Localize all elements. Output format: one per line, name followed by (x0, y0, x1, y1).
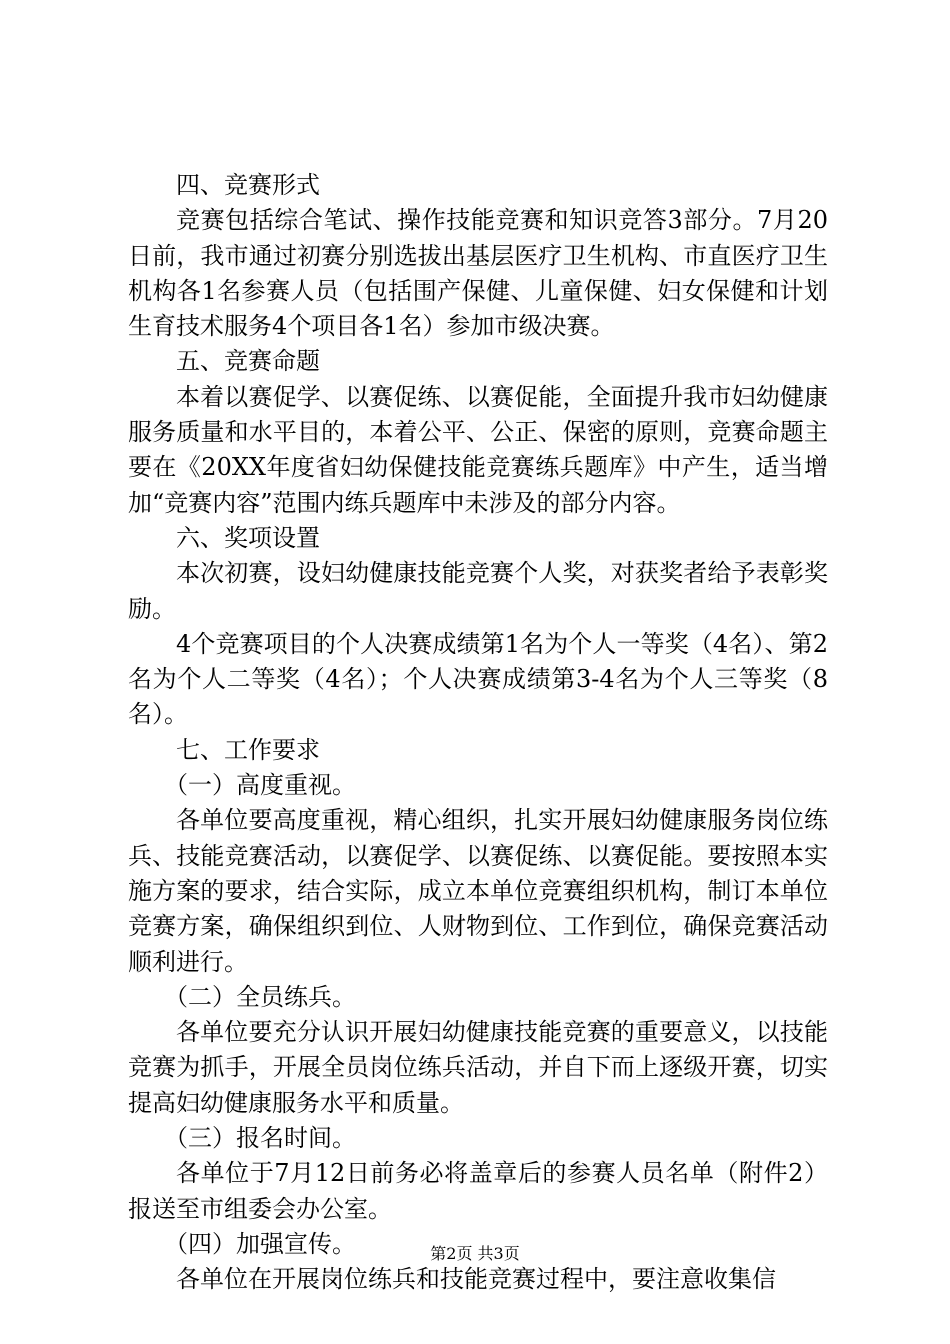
section-heading-5: 五、竞赛命题 (176, 347, 320, 376)
paragraph-award-setting: 本次初赛，设妇幼健康技能竞赛个人奖，对获奖者给予表彰奖励。 (128, 559, 828, 623)
subheading-3: （三）报名时间。 (164, 1124, 356, 1153)
paragraph-competition-questions: 本着以赛促学、以赛促练、以赛促能，全面提升我市妇幼健康服务质量和水平目的，本着公平、公正、保密的原则，竞赛命题主要在《20XX年度省妇幼保健技能竞赛练兵题库》中产生，适当增加“竞赛内容”范围内练兵题库中未涉及的部分内容。 (128, 382, 828, 517)
document-body (128, 168, 828, 1298)
paragraph-registration-time: 各单位于7月12日前务必将盖章后的参赛人员名单（附件2）报送至市组委会办公室。 (128, 1159, 828, 1223)
subheading-2: （二）全员练兵。 (164, 982, 356, 1011)
paragraph-publicity: 各单位在开展岗位练兵和技能竞赛过程中，要注意收集信 (176, 1265, 776, 1294)
section-heading-6: 六、奖项设置 (176, 523, 320, 552)
paragraph-award-ranks: 4个竞赛项目的个人决赛成绩第1名为个人一等奖（4名）、第2名为个人二等奖（4名）；个人决赛成绩第3-4名为个人三等奖（8名）。 (128, 629, 828, 729)
section-heading-4: 四、竞赛形式 (176, 171, 320, 199)
subheading-1: （一）高度重视。 (164, 771, 356, 800)
paragraph-high-attention: 各单位要高度重视，精心组织，扎实开展妇幼健康服务岗位练兵、技能竞赛活动，以赛促学、以赛促练、以赛促能。要按照本实施方案的要求，结合实际，成立本单位竞赛组织机构，制订本单位竞赛方案，确保组织到位、人财物到位、工作到位，确保竞赛活动顺利进行。 (128, 806, 828, 976)
paragraph-all-staff-training: 各单位要充分认识开展妇幼健康技能竞赛的重要意义，以技能竞赛为抓手，开展全员岗位练兵活动，并自下而上逐级开赛，切实提高妇幼健康服务水平和质量。 (128, 1018, 828, 1117)
paragraph-competition-format: 竞赛包括综合笔试、操作技能竞赛和知识竞答3部分。7月20日前，我市通过初赛分别选拔出基层医疗卫生机构、市直医疗卫生机构各1名参赛人员（包括围产保健、儿童保健、妇女保健和计划生育技术服务4个项目各1名）参加市级决赛。 (128, 206, 828, 341)
section-heading-7: 七、工作要求 (176, 735, 320, 764)
page-number-footer: 第2页 共3页 (430, 1244, 520, 1263)
subheading-4: （四）加强宣传。 (164, 1229, 356, 1258)
